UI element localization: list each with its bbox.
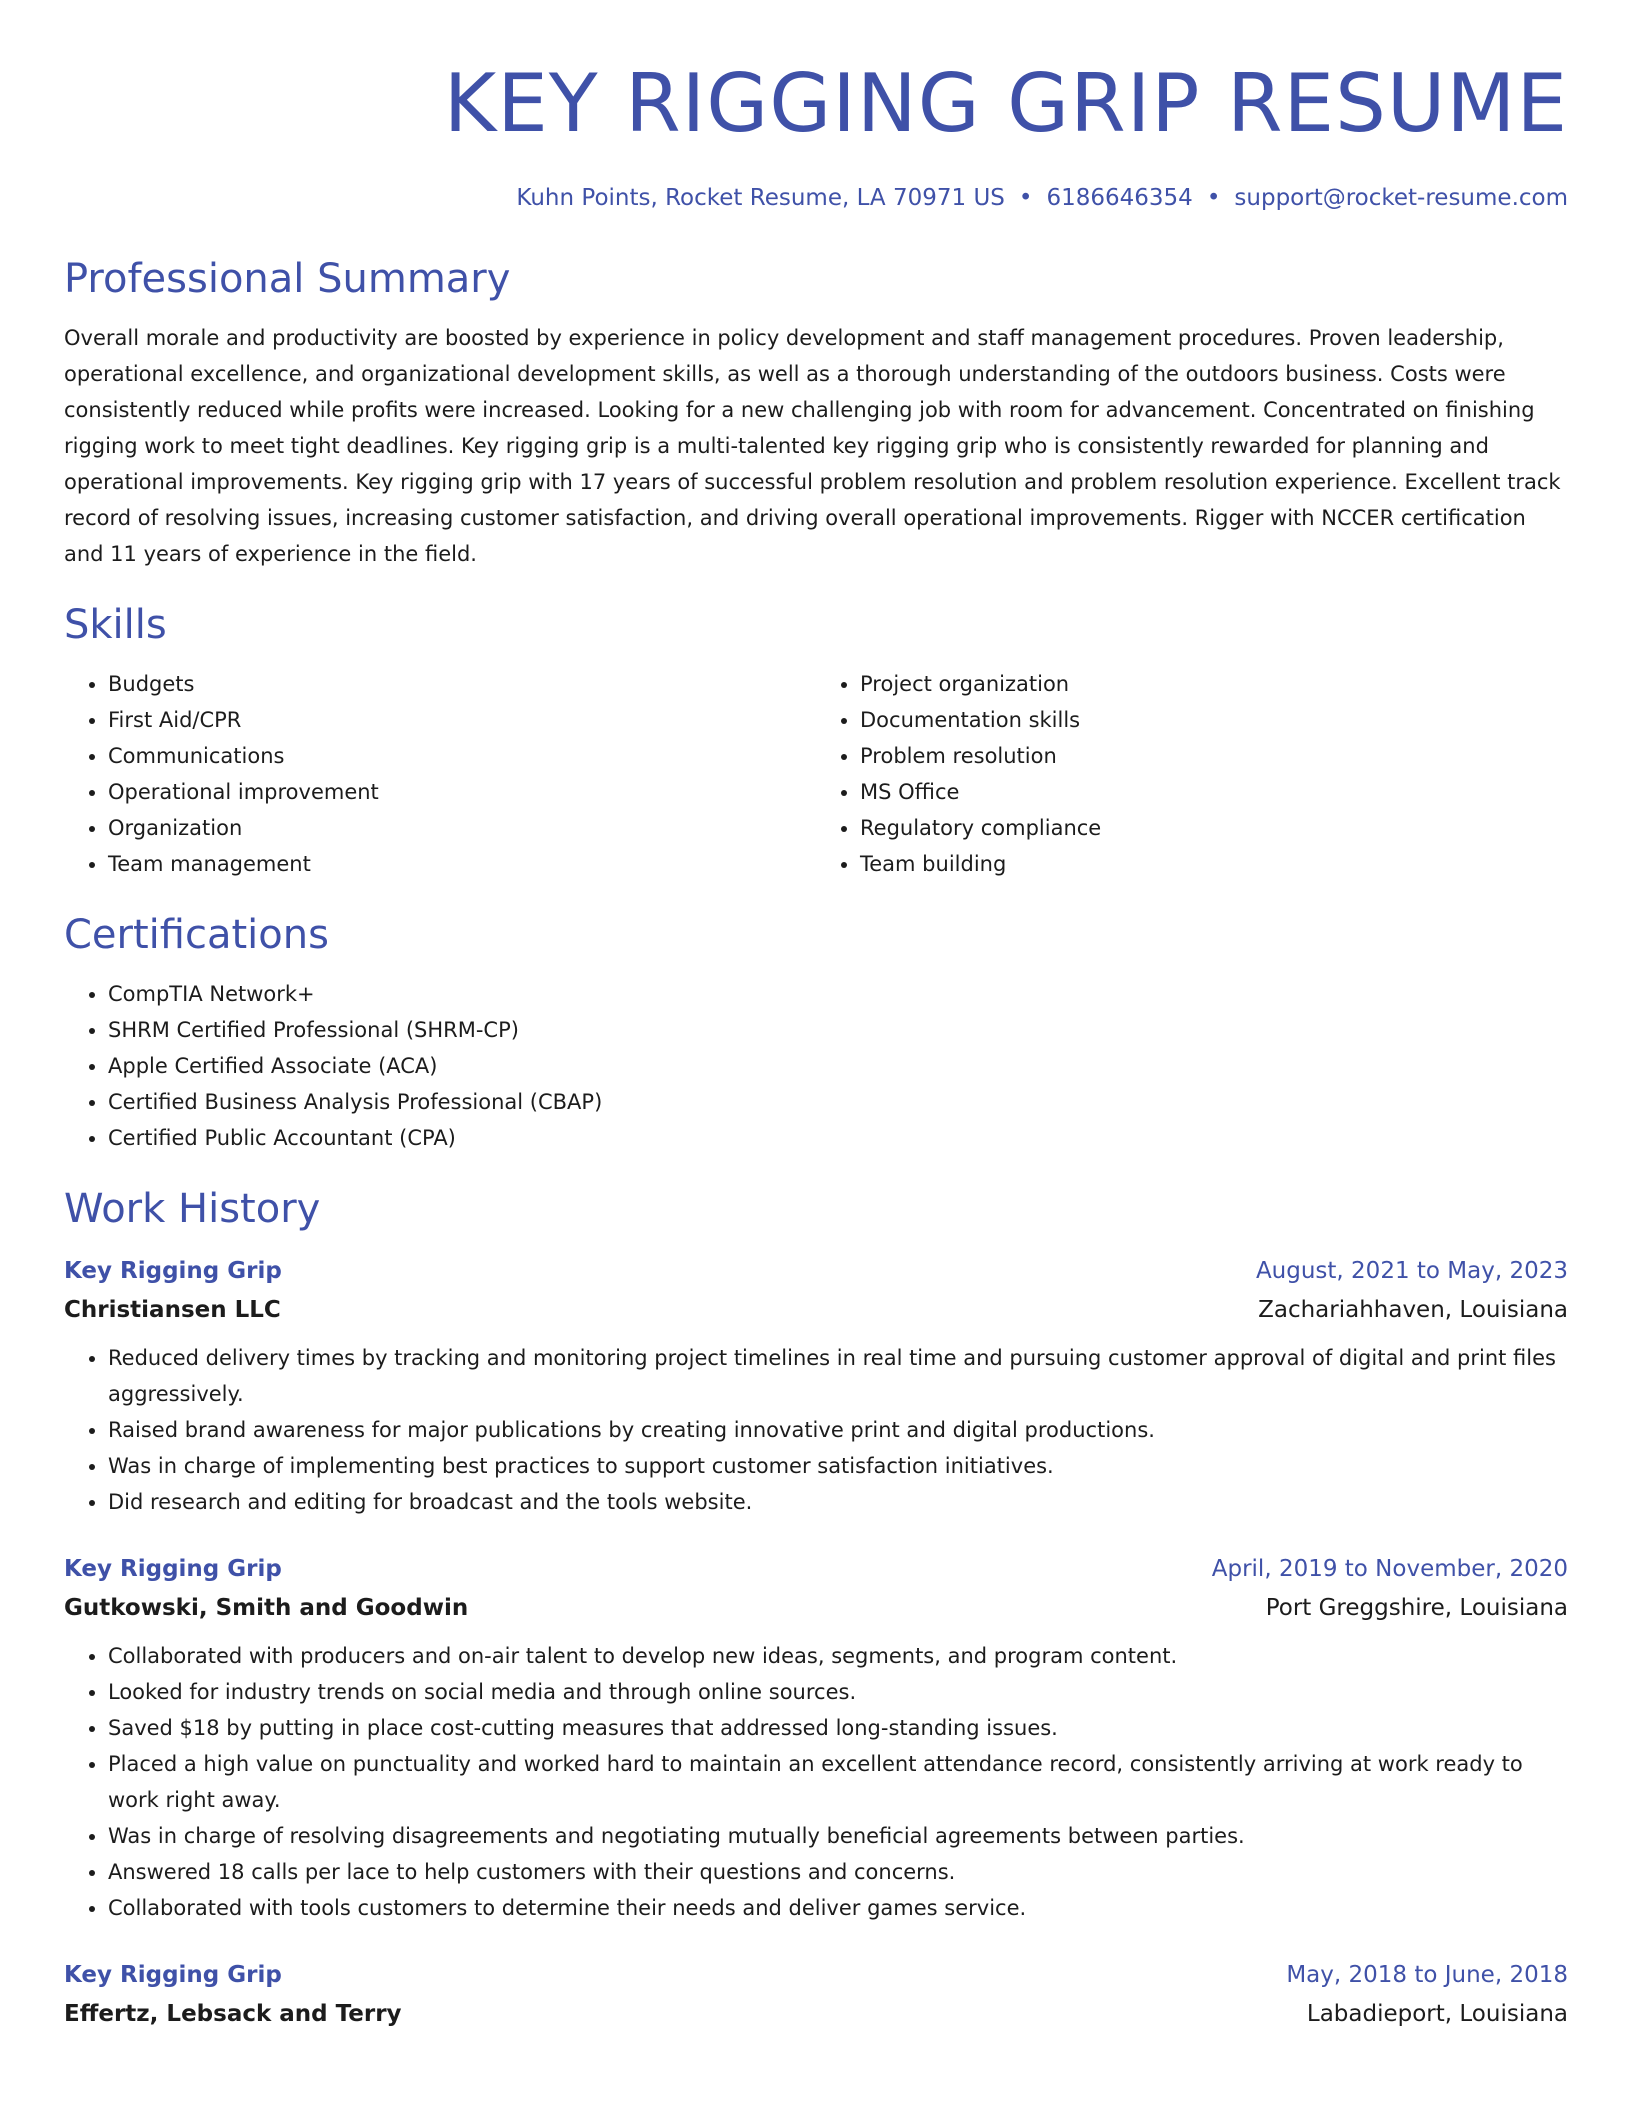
skills-list-left: [64, 666, 816, 882]
skill-item: • First Aid/CPR: [108, 702, 816, 738]
certification-item: • SHRM Certified Professional (SHRM-CP): [108, 1012, 1568, 1048]
job-header-row: [64, 1550, 1568, 1588]
job-company: Christiansen LLC: [64, 1297, 281, 1323]
job-dates: August, 2021 to May, 2023: [1255, 1258, 1568, 1284]
skills-heading: Skills: [64, 602, 167, 648]
job-duty: • Did research and editing for broadcast and the tools website.: [108, 1484, 1568, 1520]
skill-item: • Budgets: [108, 666, 816, 702]
summary-section: [64, 254, 1568, 572]
skill-item: • Operational improvement: [108, 774, 816, 810]
skill-item: • Project organization: [860, 666, 1568, 702]
job-duty: • Looked for industry trends on social media and through online sources.: [108, 1674, 1568, 1710]
skills-grid: [64, 666, 1568, 882]
job-title: Key Rigging Grip: [64, 1556, 282, 1582]
work-history-heading: Work History: [64, 1186, 321, 1232]
job-duty: • Was in charge of implementing best practices to support customer satisfaction initiatives.: [108, 1448, 1568, 1484]
skills-section: [64, 600, 1568, 882]
skill-item: • Documentation skills: [860, 702, 1568, 738]
skill-item: • Regulatory compliance: [860, 810, 1568, 846]
work-history-section: [64, 1184, 1568, 2034]
job-duty: • Reduced delivery times by tracking and monitoring project timelines in real time and pursuing customer approval of digital and print files aggressively.: [108, 1340, 1568, 1412]
job-dates: May, 2018 to June, 2018: [1286, 1962, 1568, 1988]
job-location: Port Greggshire, Louisiana: [1265, 1595, 1568, 1621]
skill-item: • Problem resolution: [860, 738, 1568, 774]
certification-item: • Certified Public Accountant (CPA): [108, 1120, 1568, 1156]
job-header-row: [64, 1956, 1568, 1994]
job-header-row: [64, 1252, 1568, 1290]
job-duty: • Answered 18 calls per lace to help customers with their questions and concerns.: [108, 1854, 1568, 1890]
job-title: Key Rigging Grip: [64, 1962, 282, 1988]
skills-column-right: [816, 666, 1568, 882]
certifications-heading: Certifications: [64, 912, 329, 958]
skill-item: • MS Office: [860, 774, 1568, 810]
job-duty: • Raised brand awareness for major publications by creating innovative print and digital productions.: [108, 1412, 1568, 1448]
job-company: Gutkowski, Smith and Goodwin: [64, 1595, 469, 1621]
certification-item: • Apple Certified Associate (ACA): [108, 1048, 1568, 1084]
job-duty: • Placed a high value on punctuality and worked hard to maintain an excellent attendance record, consistently arriving at work ready to work right away.: [108, 1746, 1568, 1818]
job-entry: [64, 1252, 1568, 1520]
contact-address: Kuhn Points, Rocket Resume, LA 70971 US: [516, 185, 1005, 211]
job-dates: April, 2019 to November, 2020: [1211, 1556, 1568, 1582]
job-entry: [64, 1956, 1568, 2034]
job-company-row: [64, 1994, 1568, 2034]
job-entry: [64, 1550, 1568, 1926]
certification-item: • Certified Business Analysis Professional (CBAP): [108, 1084, 1568, 1120]
contact-line: [64, 182, 1568, 214]
contact-phone: 6186646354: [1046, 185, 1193, 211]
contact-email: support@rocket-resume.com: [1234, 185, 1568, 211]
skill-item: • Team management: [108, 846, 816, 882]
certifications-list: [64, 976, 1568, 1156]
certification-item: • CompTIA Network+: [108, 976, 1568, 1012]
skill-item: • Organization: [108, 810, 816, 846]
job-location: Labadieport, Louisiana: [1306, 2001, 1568, 2027]
skill-item: • Communications: [108, 738, 816, 774]
job-location: Zachariahhaven, Louisiana: [1258, 1297, 1568, 1323]
job-duty: • Saved $18 by putting in place cost-cutting measures that addressed long-standing issues.: [108, 1710, 1568, 1746]
job-duty: • Collaborated with tools customers to determine their needs and deliver games service.: [108, 1890, 1568, 1926]
skills-column-left: [64, 666, 816, 882]
skills-list-right: [816, 666, 1568, 882]
job-duties-list: [64, 1340, 1568, 1520]
contact-separator: •: [1206, 185, 1221, 211]
certifications-section: [64, 910, 1568, 1156]
summary-text: Overall morale and productivity are boosted by experience in policy development and staff management procedures. Proven leadership, operational excellence, and organizational development skills, as well as a thorough understanding of the outdoors business. Costs were consistently reduced while profits were increased. Looking for a new challenging job with room for advancement. Concentrated on finishing rigging work to meet tight deadlines. Key rigging grip is a multi-talented key rigging grip who is consistently rewarded for planning and operational improvements. Key rigging grip with 17 years of successful problem resolution and problem resolution experience. Excellent track record of resolving issues, increasing customer satisfaction, and driving overall operational improvements. Rigger with NCCER certification and 11 years of experience in the field.: [64, 326, 1561, 566]
job-duty: • Was in charge of resolving disagreements and negotiating mutually beneficial agreements between parties.: [108, 1818, 1568, 1854]
job-duty: • Collaborated with producers and on-air talent to develop new ideas, segments, and program content.: [108, 1638, 1568, 1674]
resume-title: KEY RIGGING GRIP RESUME: [443, 57, 1568, 150]
job-duties-list: [64, 1638, 1568, 1926]
contact-separator: •: [1018, 185, 1033, 211]
job-company-row: [64, 1290, 1568, 1330]
skill-item: • Team building: [860, 846, 1568, 882]
summary-heading: Professional Summary: [64, 256, 511, 302]
job-title: Key Rigging Grip: [64, 1258, 282, 1284]
job-company-row: [64, 1588, 1568, 1628]
job-company: Effertz, Lebsack and Terry: [64, 2001, 402, 2027]
